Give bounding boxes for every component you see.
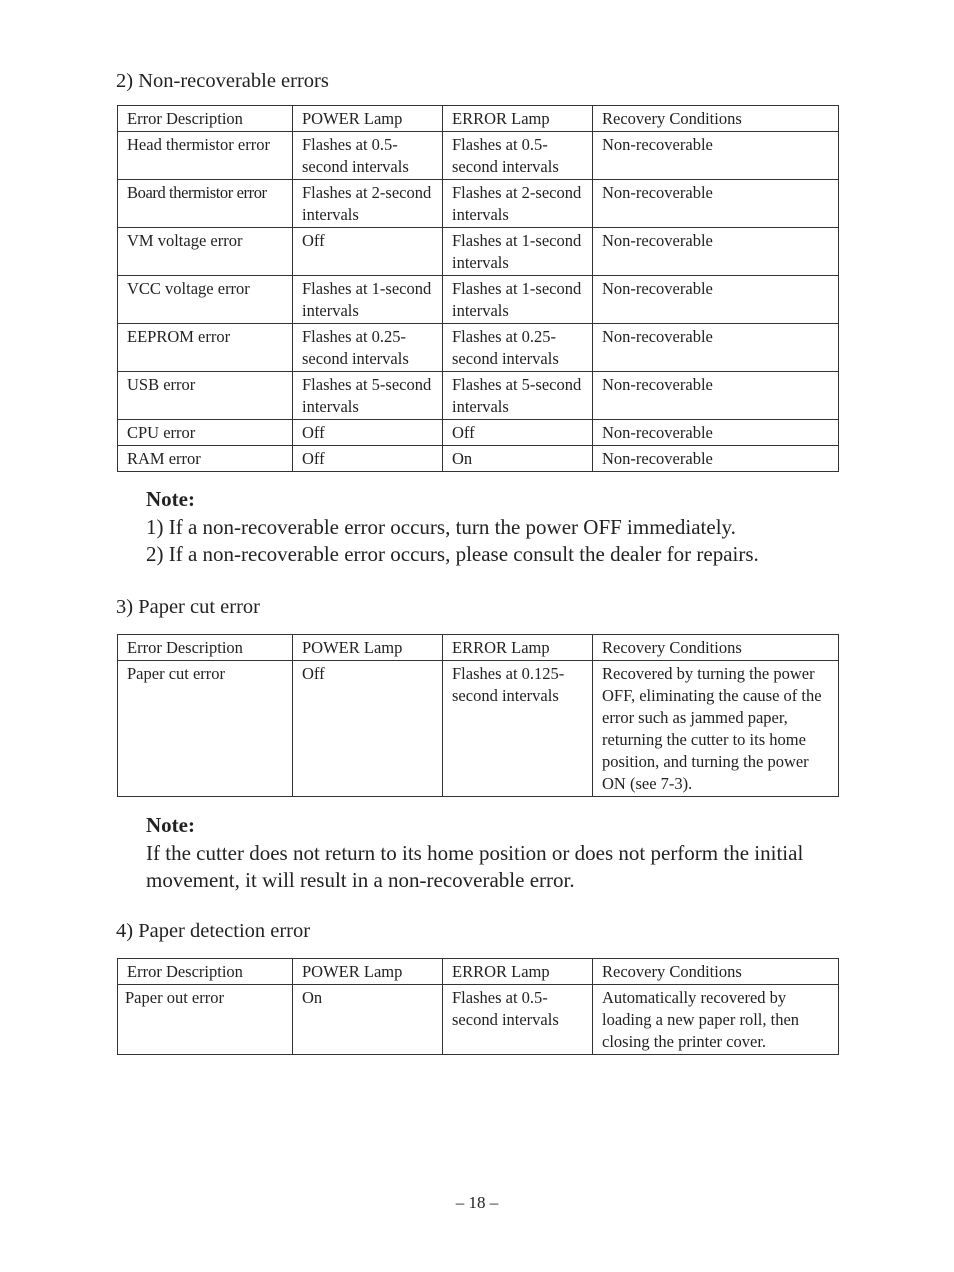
column-header: Recovery Conditions: [593, 635, 839, 661]
error-lamp: Flashes at 0.125-second intervals: [443, 661, 593, 797]
error-lamp: Flashes at 0.5-second intervals: [443, 132, 593, 180]
column-header: Recovery Conditions: [593, 106, 839, 132]
table-row: [118, 228, 839, 276]
recovery-conditions: Automatically recovered by loading a new paper roll, then closing the printer cover.: [593, 985, 839, 1055]
section-heading-paper-detection: 4) Paper detection error: [116, 920, 311, 942]
recovery-conditions: Non-recoverable: [593, 132, 839, 180]
column-header: POWER Lamp: [293, 106, 443, 132]
non-recoverable-errors-table: [117, 105, 839, 472]
power-lamp: Off: [293, 661, 443, 797]
column-header: Error Description: [118, 959, 293, 985]
error-description: Board thermistor error: [118, 180, 293, 228]
note-text: If the cutter does not return to its home position or does not perform the initial movement, it will result in a non-recoverable error.: [146, 840, 804, 892]
recovery-conditions: Non-recoverable: [593, 372, 839, 420]
table-row: [118, 324, 839, 372]
error-description: Paper out error: [118, 985, 293, 1055]
column-header: ERROR Lamp: [443, 635, 593, 661]
error-lamp: On: [443, 446, 593, 472]
section-heading-paper-cut: 3) Paper cut error: [116, 596, 261, 618]
error-description: VM voltage error: [118, 228, 293, 276]
table-row: [118, 276, 839, 324]
note-item: 1) If a non-recoverable error occurs, turn the power OFF immediately.: [146, 514, 736, 539]
power-lamp: On: [293, 985, 443, 1055]
table-row: [118, 132, 839, 180]
power-lamp: Flashes at 0.25-second intervals: [293, 324, 443, 372]
recovery-conditions: Non-recoverable: [593, 446, 839, 472]
power-lamp: Flashes at 2-second intervals: [293, 180, 443, 228]
error-description: VCC voltage error: [118, 276, 293, 324]
column-header: ERROR Lamp: [443, 959, 593, 985]
power-lamp: Flashes at 5-second intervals: [293, 372, 443, 420]
table-row: [118, 661, 839, 797]
power-lamp: Flashes at 0.5-second intervals: [293, 132, 443, 180]
recovery-conditions: Non-recoverable: [593, 276, 839, 324]
error-lamp: Flashes at 0.25-second intervals: [443, 324, 593, 372]
table-row: [118, 446, 839, 472]
column-header: Error Description: [118, 635, 293, 661]
error-description: Head thermistor error: [118, 132, 293, 180]
column-header: POWER Lamp: [293, 635, 443, 661]
table-header-row: [118, 106, 839, 132]
error-lamp: Flashes at 5-second intervals: [443, 372, 593, 420]
note-item: 2) If a non-recoverable error occurs, please consult the dealer for repairs.: [146, 542, 759, 566]
table-row: [118, 985, 839, 1055]
table-header-row: [118, 635, 839, 661]
error-lamp: Flashes at 1-second intervals: [443, 228, 593, 276]
error-description: RAM error: [118, 446, 293, 472]
error-lamp: Flashes at 0.5-second intervals: [443, 985, 593, 1055]
table-row: [118, 372, 839, 420]
paper-cut-error-table: [117, 634, 839, 797]
recovery-conditions: Non-recoverable: [593, 180, 839, 228]
recovery-conditions: Non-recoverable: [593, 228, 839, 276]
note-non-recoverable: [146, 486, 759, 569]
column-header: Error Description: [118, 106, 293, 132]
recovery-conditions: Recovered by turning the power OFF, eliminating the cause of the error such as jammed paper, returning the cutter to its home position, and turning the power ON (see 7-3).: [593, 661, 839, 797]
error-description: USB error: [118, 372, 293, 420]
error-description: EEPROM error: [118, 324, 293, 372]
table-row: [118, 420, 839, 446]
column-header: Recovery Conditions: [593, 959, 839, 985]
power-lamp: Off: [293, 420, 443, 446]
power-lamp: Off: [293, 228, 443, 276]
column-header: POWER Lamp: [293, 959, 443, 985]
page-number: – 18 –: [455, 1193, 499, 1212]
note-title: Note:: [146, 813, 195, 837]
note-paper-cut: [146, 812, 839, 895]
section-heading-non-recoverable: 2) Non-recoverable errors: [116, 70, 329, 92]
error-description: CPU error: [118, 420, 293, 446]
note-title: Note:: [146, 487, 195, 511]
recovery-conditions: Non-recoverable: [593, 420, 839, 446]
error-lamp: Off: [443, 420, 593, 446]
error-description: Paper cut error: [118, 661, 293, 797]
table-header-row: [118, 959, 839, 985]
power-lamp: Off: [293, 446, 443, 472]
error-lamp: Flashes at 1-second intervals: [443, 276, 593, 324]
power-lamp: Flashes at 1-second intervals: [293, 276, 443, 324]
error-lamp: Flashes at 2-second intervals: [443, 180, 593, 228]
recovery-conditions: Non-recoverable: [593, 324, 839, 372]
paper-detection-error-table: [117, 958, 839, 1055]
table-row: [118, 180, 839, 228]
column-header: ERROR Lamp: [443, 106, 593, 132]
